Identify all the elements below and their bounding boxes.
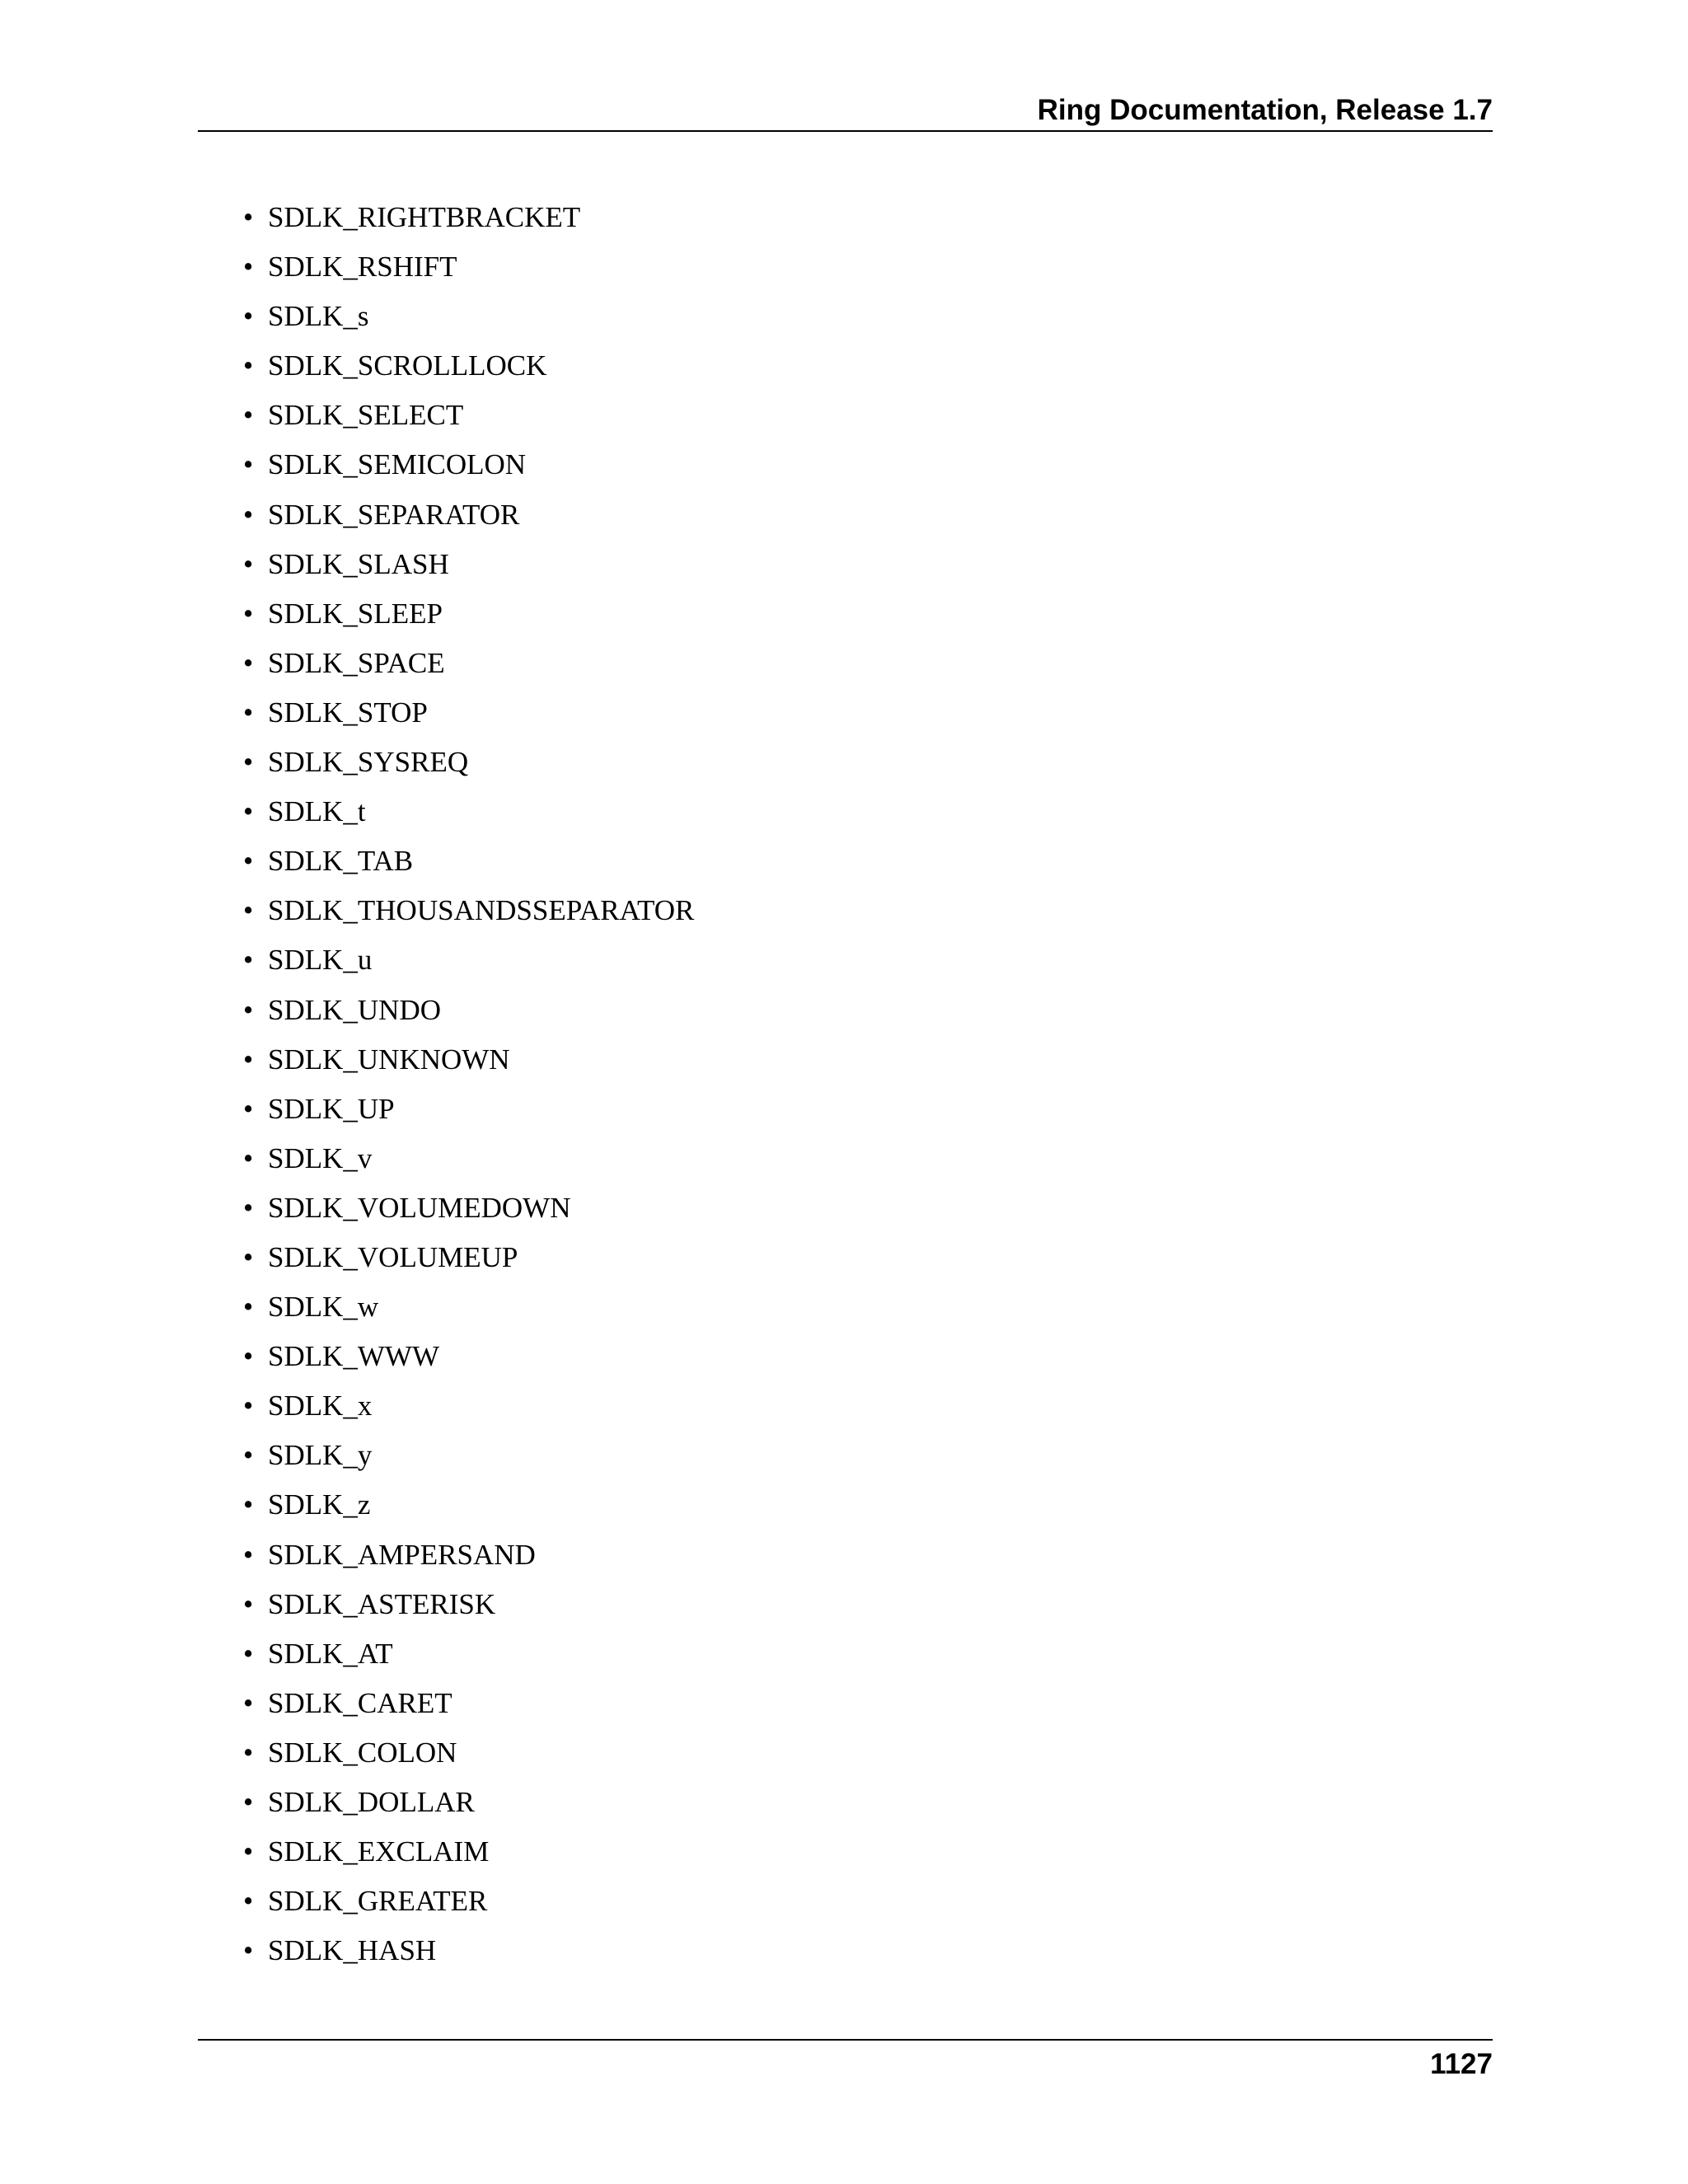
bullet-icon: • [243, 1191, 254, 1224]
bullet-icon: • [243, 349, 254, 382]
list-item-text: SDLK_SEMICOLON [268, 448, 527, 481]
list-item-text: SDLK_GREATER [268, 1885, 488, 1918]
list-item-text: SDLK_x [268, 1390, 373, 1422]
bullet-icon: • [243, 498, 254, 531]
list-item-text: SDLK_y [268, 1439, 373, 1472]
list-item-text: SDLK_WWW [268, 1340, 440, 1373]
bullet-icon: • [243, 944, 254, 977]
list-item-text: SDLK_EXCLAIM [268, 1835, 490, 1868]
bullet-icon: • [243, 597, 254, 630]
list-item-text: SDLK_CARET [268, 1686, 452, 1719]
bullet-icon: • [243, 1141, 254, 1174]
list-item-text: SDLK_t [268, 795, 366, 828]
list-item-text: SDLK_AT [268, 1637, 393, 1670]
bullet-icon: • [243, 1340, 254, 1373]
list-item-text: SDLK_SLASH [268, 547, 449, 580]
list-item-text: SDLK_SPACE [268, 646, 445, 679]
list-item-text: SDLK_UNDO [268, 993, 441, 1026]
bullet-icon: • [243, 1885, 254, 1918]
bullet-icon: • [243, 1736, 254, 1769]
bullet-icon: • [243, 1390, 254, 1422]
list-item-text: SDLK_s [268, 300, 369, 333]
list-item-text: SDLK_RSHIFT [268, 251, 457, 284]
list-item-text: SDLK_ASTERISK [268, 1587, 496, 1620]
bullet-icon: • [243, 646, 254, 679]
running-header-title: Ring Documentation, Release 1.7 [1037, 94, 1493, 126]
bullet-icon: • [243, 1786, 254, 1818]
bullet-icon: • [243, 201, 254, 233]
bullet-icon: • [243, 696, 254, 729]
list-item-text: SDLK_SYSREQ [268, 746, 469, 779]
footer-divider [198, 2039, 1493, 2041]
bullet-icon: • [243, 1439, 254, 1472]
list-item-text: SDLK_SELECT [268, 399, 464, 432]
list-item-text: SDLK_SLEEP [268, 597, 443, 630]
list-item-text: SDLK_DOLLAR [268, 1786, 475, 1818]
list-item-text: SDLK_UP [268, 1092, 395, 1125]
list-item-text: SDLK_SCROLLLOCK [268, 349, 547, 382]
list-item-text: SDLK_AMPERSAND [268, 1538, 536, 1571]
bullet-icon: • [243, 1043, 254, 1076]
bullet-icon: • [243, 547, 254, 580]
page-number: 1127 [1430, 2048, 1493, 2080]
list-item-text: SDLK_VOLUMEDOWN [268, 1191, 571, 1224]
bullet-icon: • [243, 795, 254, 828]
list-item-text: SDLK_TAB [268, 845, 414, 878]
header-divider [198, 130, 1493, 132]
bullet-icon: • [243, 1934, 254, 1967]
list-item-text: SDLK_u [268, 944, 373, 977]
bullet-icon: • [243, 1092, 254, 1125]
list-item-text: SDLK_COLON [268, 1736, 457, 1769]
bullet-icon: • [243, 1686, 254, 1719]
bullet-icon: • [243, 300, 254, 333]
bullet-icon: • [243, 448, 254, 481]
bullet-icon: • [243, 1538, 254, 1571]
bullet-icon: • [243, 1835, 254, 1868]
list-item-text: SDLK_HASH [268, 1934, 437, 1967]
list-item-text: SDLK_z [268, 1488, 371, 1521]
bullet-icon: • [243, 1291, 254, 1324]
bullet-icon: • [243, 1587, 254, 1620]
list-item-text: SDLK_STOP [268, 696, 428, 729]
list-item-text: SDLK_RIGHTBRACKET [268, 201, 581, 233]
list-item-text: SDLK_THOUSANDSSEPARATOR [268, 894, 695, 927]
list-item-text: SDLK_UNKNOWN [268, 1043, 510, 1076]
list-item-text: SDLK_w [268, 1291, 379, 1324]
bullet-icon: • [243, 746, 254, 779]
bullet-icon: • [243, 993, 254, 1026]
bullet-icon: • [243, 845, 254, 878]
list-item-text: SDLK_SEPARATOR [268, 498, 520, 531]
list-item-text: SDLK_VOLUMEUP [268, 1240, 518, 1273]
bullet-icon: • [243, 1240, 254, 1273]
bullet-icon: • [243, 1637, 254, 1670]
bullet-icon: • [243, 894, 254, 927]
bullet-icon: • [243, 399, 254, 432]
list-item-text: SDLK_v [268, 1141, 373, 1174]
bullet-icon: • [243, 251, 254, 284]
bullet-icon: • [243, 1488, 254, 1521]
